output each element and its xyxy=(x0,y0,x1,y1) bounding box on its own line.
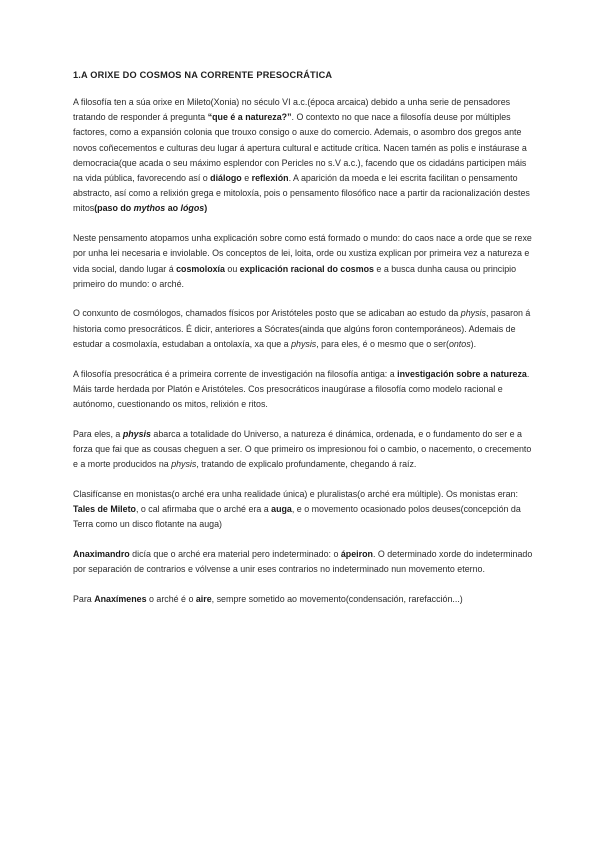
bold-text: ao xyxy=(165,203,181,214)
bold-text: auga xyxy=(271,503,292,514)
text-run: Para xyxy=(73,593,95,604)
text-run: , sempre sometido ao movemento(condensación, rarefacción...) xyxy=(211,593,463,604)
bold-text: mythos xyxy=(133,203,166,214)
text-run: , pasaron á historia como presocráticos. É dicir, anteriores a Sócrates(ainda que algúns foron contemporáneos). Ademais de estudar a cosmolaxía, estudaban a ontolaxía, xa que a xyxy=(73,308,531,349)
bold-text: Anaxímenes xyxy=(94,593,147,604)
bold-text: ) xyxy=(204,203,208,214)
paragraph xyxy=(73,502,534,532)
text-run: ou xyxy=(224,263,240,274)
paragraph xyxy=(73,487,534,502)
bold-text: Anaximandro xyxy=(73,548,130,559)
text-run: abarca a totalidade do Universo, a natureza é dinámica, ordenada, e o fundamento do ser e a forza que fai que as cousas cheguen a ser. O que primeiro os impresionou foi o cambio, o nacemento, o crecemento e a morte producidos na xyxy=(73,428,532,470)
text-run: , o cal afirmaba que o arché era a xyxy=(135,503,272,514)
paragraph xyxy=(73,306,534,352)
paragraph xyxy=(73,427,534,473)
text-run: , e o movemento ocasionado polos deuses(concepción da Terra como un disco flotante na auga) xyxy=(73,503,521,530)
bold-text: aire xyxy=(195,593,212,604)
text-run: ). xyxy=(470,338,477,349)
paragraph xyxy=(73,547,534,577)
text-run: o arché é o xyxy=(146,593,196,604)
paragraph xyxy=(73,231,534,292)
italic-text: physis xyxy=(171,459,197,470)
body-text xyxy=(73,95,534,607)
bold-text: physis xyxy=(122,428,151,439)
bold-text: reflexión xyxy=(251,173,289,184)
text-run: Para eles, a xyxy=(73,428,123,439)
bold-text: diálogo xyxy=(210,173,242,184)
section-title: 1.A ORIXE DO COSMOS NA CORRENTE PRESOCRÁTICA xyxy=(73,70,333,80)
italic-text: physis xyxy=(460,308,486,319)
paragraph xyxy=(73,95,534,217)
bold-text: investigación sobre a natureza xyxy=(397,368,527,379)
text-run: . A aparición da moeda e lei escrita facilitan o pensamento abstracto, así como a relixión grega e mitoloxía, pois o pensamento filosófico nace a partir da racionalización destes mitos xyxy=(73,173,530,214)
text-run: A filosofía presocrática é a primeira corrente de investigación na filosofía antiga: a xyxy=(73,368,398,379)
text-run: O conxunto de cosmólogos, chamados físicos por Aristóteles posto que se adicaban ao estudo da xyxy=(73,308,461,319)
bold-text: Tales de Mileto xyxy=(73,503,136,514)
text-run: , tratando de explicalo profundamente, chegando á raíz. xyxy=(196,459,417,470)
bold-text: (paso do xyxy=(94,203,134,214)
text-run: , para eles, é o mesmo que o ser( xyxy=(316,338,449,349)
bold-text: lógos xyxy=(180,203,205,214)
paragraph xyxy=(73,367,534,413)
bold-text: cosmoloxía xyxy=(176,263,225,274)
text-run: . Máis tarde herdada por Platón e Aristóteles. Cos presocráticos inaugúrase a filosofía como modelo racional e autónomo, cuestionando os mitos, relixión e ritos. xyxy=(73,368,530,409)
italic-text: ontos xyxy=(448,338,471,349)
italic-text: physis xyxy=(291,338,317,349)
bold-text: “que é a natureza?” xyxy=(207,112,292,123)
text-run: e xyxy=(241,173,252,184)
bold-text: ápeiron xyxy=(340,548,373,559)
bold-text: explicación racional do cosmos xyxy=(239,263,374,274)
text-run: . O determinado xorde do indeterminado por separación de contrarios e vólvense a unir eses contrarios no indeterminado nun movemento eterno. xyxy=(73,548,533,575)
text-run: dicía que o arché era material pero indeterminado: o xyxy=(129,548,341,559)
text-run: Clasifícanse en monistas(o arché era unha realidade única) e pluralistas(o arché era múltiple). Os monistas eran: xyxy=(73,488,518,499)
text-run: e a busca dunha causa ou principio primeiro do mundo: o arché. xyxy=(73,263,517,289)
text-run: Neste pensamento atopamos unha explicación sobre como está formado o mundo: do caos nace a orde que se rexe por unha lei necesaria e inviolable. Os conceptos de lei, loita, orde ou xustiza explican por primeira vez a natureza e vida social, dando lugar á xyxy=(73,233,532,274)
text-run: A filosofía ten a súa orixe en Mileto(Xonia) no século VI a.c.(época arcaica) debido a unha serie de pensadores tratando de responder á pregunta xyxy=(73,97,511,123)
paragraph xyxy=(73,592,534,607)
text-run: . O contexto no que nace a filosofía deuse por múltiples factores, como a expansión colonia que trouxo consigo o auxe do comercio. Ademais, o asombro dos gregos ante novos coñecementos e culturas deu lugar á apertura cultural e actitude crítica. Nacen tamén as polis e instáurase a democracia(que acada o seu máximo esplendor con Pericles no s.V a.c.), facendo que os cidadáns participen máis na vida pública, favorecendo así o xyxy=(73,112,527,184)
